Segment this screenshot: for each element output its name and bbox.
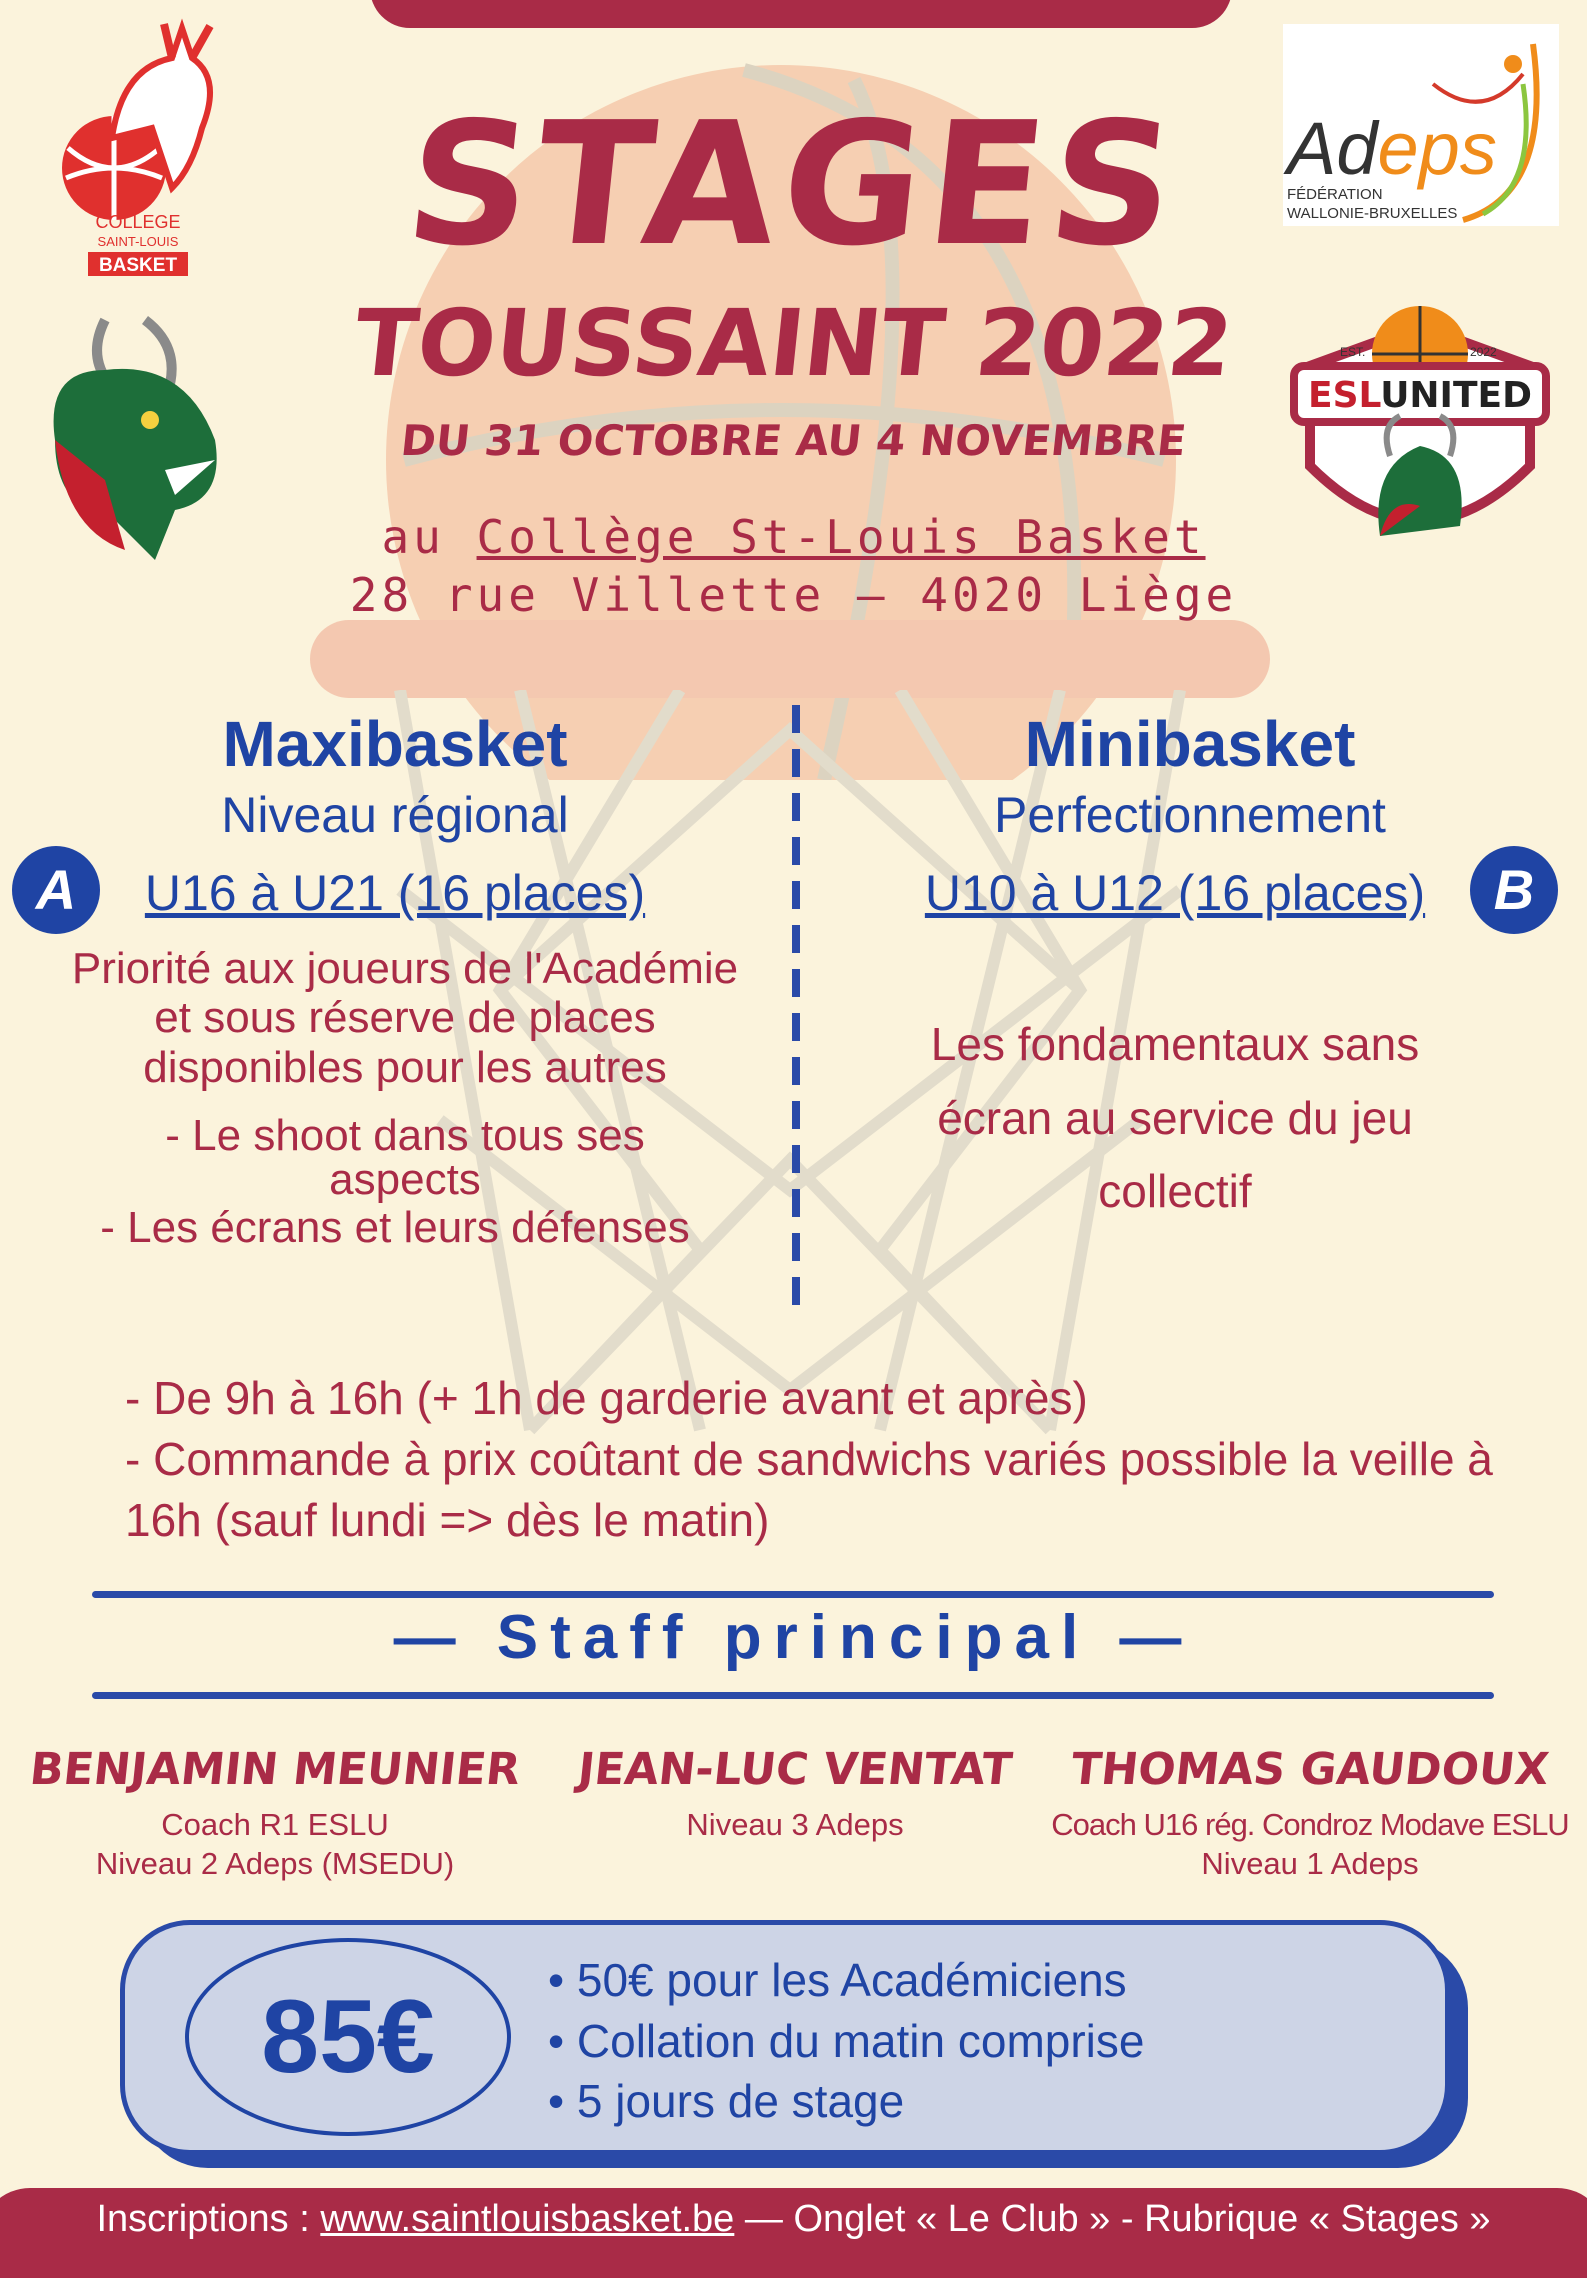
minibasket-description: Les fondamentaux sans écran au service du jeu collectif	[930, 1018, 1420, 1218]
place-prefix: au	[381, 510, 445, 564]
staff-rule-top	[92, 1591, 1494, 1598]
website-link[interactable]: www.saintlouisbasket.be	[320, 2198, 735, 2240]
maxibasket-title: Maxibasket	[222, 708, 568, 780]
maxibasket-point-2: - Les écrans et leurs défenses	[100, 1202, 690, 1252]
event-dates: DU 31 OCTOBRE AU 4 NOVEMBRE	[398, 416, 1189, 465]
price-value: 85€	[261, 1979, 435, 2095]
info-hours: - De 9h à 16h (+ 1h de garderie avant et après)	[125, 1372, 1088, 1424]
staff-name: JEAN-LUC VENTAT	[575, 1744, 1015, 1795]
practical-info	[125, 1368, 1545, 1552]
svg-text:BASKET: BASKET	[98, 255, 178, 276]
maxibasket-priority: Priorité aux joueurs de l'Académie et sous réserve de places disponibles pour les autres	[71, 944, 739, 1092]
footer-suffix: — Onglet « Le Club » - Rubrique « Stages »	[734, 2198, 1491, 2240]
event-subtitle: TOUSSAINT 2022	[349, 290, 1238, 397]
svg-text:Adeps: Adeps	[1287, 107, 1497, 190]
price-details	[548, 1950, 1144, 2132]
minibasket-title: Minibasket	[1024, 708, 1356, 780]
price-item: • 50€ pour les Académiciens	[548, 1954, 1127, 2006]
event-address: 28 rue Villette — 4020 Liège	[349, 568, 1238, 622]
staff-role: Niveau 2 Adeps (MSEDU)	[95, 1845, 455, 1881]
footer-registration	[0, 2200, 1587, 2238]
price-item: • 5 jours de stage	[548, 2075, 905, 2128]
staff-role: Niveau 1 Adeps	[1201, 1845, 1419, 1881]
hoop-rim	[310, 620, 1270, 698]
svg-text:COLLEGE: COLLEGE	[95, 212, 181, 232]
maxibasket-column	[40, 708, 750, 1252]
svg-text:ESLUNITED: ESLUNITED	[1308, 375, 1532, 416]
price-item: • Collation du matin comprise	[548, 2014, 1145, 2067]
staff-role: Coach U16 rég. Condroz Modave ESLU	[1051, 1807, 1569, 1842]
maxibasket-level: Niveau régional	[221, 787, 569, 843]
staff-member	[1050, 1744, 1570, 1884]
staff-name: THOMAS GAUDOUX	[1068, 1744, 1552, 1795]
staff-member	[20, 1744, 530, 1884]
maxibasket-point-1: - Le shoot dans tous ses aspects	[165, 1110, 645, 1204]
svg-text:EST.: EST.	[1340, 345, 1366, 359]
badge-b: B	[1470, 846, 1558, 934]
staff-rule-bottom	[92, 1692, 1494, 1699]
footer-prefix: Inscriptions :	[96, 2198, 321, 2240]
column-divider	[792, 705, 800, 1315]
main-title: STAGES	[397, 86, 1190, 284]
minibasket-level: Perfectionnement	[994, 787, 1386, 843]
staff-role: Niveau 3 Adeps	[686, 1807, 904, 1842]
info-sandwiches: - Commande à prix coûtant de sandwichs variés possible la veille à 16h (sauf lundi => dès le matin)	[125, 1433, 1493, 1547]
event-place	[0, 510, 1587, 565]
maxibasket-ages: U16 à U21 (16 places)	[144, 865, 646, 921]
top-banner-tab	[370, 0, 1232, 28]
staff-heading: — Staff principal —	[393, 1603, 1194, 1672]
staff-role: Coach R1 ESLU	[161, 1807, 389, 1842]
svg-text:FÉDÉRATION: FÉDÉRATION	[1287, 186, 1383, 203]
place-name-link[interactable]: Collège St-Louis Basket	[476, 510, 1206, 564]
minibasket-column	[840, 708, 1540, 1229]
svg-text:WALLONIE-BRUXELLES: WALLONIE-BRUXELLES	[1287, 205, 1458, 222]
staff-name: BENJAMIN MEUNIER	[27, 1744, 523, 1795]
badge-a: A	[12, 846, 100, 934]
staff-member	[540, 1744, 1050, 1845]
svg-text:2022: 2022	[1470, 345, 1497, 359]
svg-text:SAINT-LOUIS: SAINT-LOUIS	[97, 234, 179, 249]
minibasket-ages: U10 à U12 (16 places)	[924, 865, 1426, 921]
